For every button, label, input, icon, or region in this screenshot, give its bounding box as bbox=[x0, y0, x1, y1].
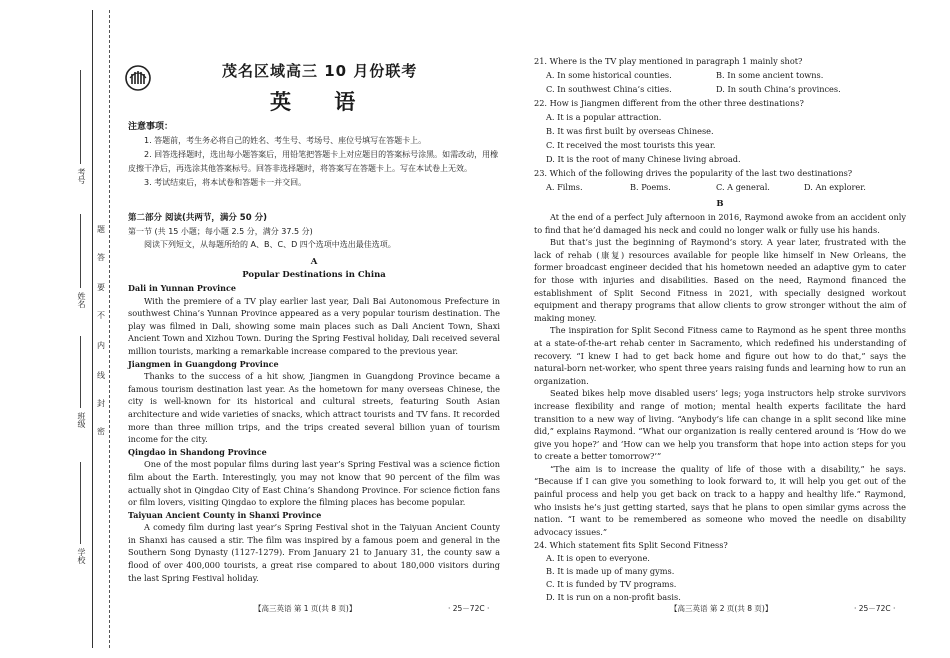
school-field[interactable] bbox=[80, 462, 81, 544]
seal-char: 线 bbox=[97, 371, 105, 380]
section-heading: Qingdao in Shandong Province bbox=[128, 446, 267, 457]
name-label: 姓名 bbox=[77, 292, 86, 308]
notice-item: 3. 考试结束后，将本试卷和答题卡一并交回。 bbox=[144, 178, 307, 187]
passage-paragraph: But that’s just the beginning of Raymond’s story. A year later, frustrated with the lack of rehab (康复) resources available for people like himself in New Orleans, the former broadcast engineer decided that his hometown needed an adaptive gym to cater for those with injuries and disabilities. Based on the need, Raymond financed the establishment of Split Second Fitness in 2021, with specially designed workout equipment and therapy programs that allow clients to grow stronger without the aim of making money. bbox=[534, 237, 906, 323]
exam-no-label: 考号 bbox=[77, 168, 86, 184]
page-code: · 25－72C · bbox=[854, 604, 896, 613]
page-footer: 【高三英语 第 2 页(共 8 页)】 bbox=[670, 604, 773, 613]
question-stem: 21. Where is the TV play mentioned in paragraph 1 mainly shot? bbox=[534, 56, 803, 66]
page-code: · 25－72C · bbox=[448, 604, 490, 613]
option-row bbox=[534, 180, 906, 194]
seal-char: 要 bbox=[97, 283, 105, 292]
section-heading: Taiyuan Ancient County in Shanxi Province bbox=[128, 509, 322, 520]
question-stem: 22. How is Jiangmen different from the other three destinations? bbox=[534, 98, 804, 108]
question-stem: 23. Which of the following drives the popularity of the last two destinations? bbox=[534, 168, 853, 178]
part-two-header bbox=[128, 212, 500, 251]
margin-divider-line bbox=[92, 10, 93, 648]
section-text: One of the most popular films during last year’s Spring Festival was a science fiction film about the Earth. Interestingly, you may not know that 90 percent of the film was actually shot in Qingdao City of East China’s Shandong Province. For science fiction fans or film lovers, visiting Qingdao to explore the filming places has become popular. bbox=[128, 459, 500, 508]
option[interactable]: D. An explorer. bbox=[804, 182, 866, 192]
option[interactable]: A. It is a popular attraction. bbox=[546, 112, 662, 122]
option[interactable]: C. In southwest China’s cities. bbox=[546, 84, 672, 94]
seal-char: 答 bbox=[97, 253, 105, 262]
passage-b bbox=[534, 198, 906, 604]
option-row bbox=[534, 68, 906, 82]
option[interactable]: C. A general. bbox=[716, 182, 770, 192]
section-heading: Jiangmen in Guangdong Province bbox=[128, 358, 279, 369]
seal-char: 封 bbox=[97, 399, 105, 408]
option[interactable]: C. It is funded by TV programs. bbox=[546, 579, 677, 590]
option[interactable]: D. It is the root of many Chinese living abroad. bbox=[546, 154, 741, 164]
page-2 bbox=[534, 0, 906, 658]
passage-a bbox=[128, 256, 500, 584]
seal-char: 密 bbox=[97, 427, 105, 436]
section-text: With the premiere of a TV play earlier last year, Dali Bai Autonomous Prefecture in southwest China’s Yunnan Province appeared as a very popular tourism destination. The play was filmed in Dali, showing some main places such as Dali Ancient Town, Shaxi Ancient Town and Xizhou Town. During the Spring Festival holiday, Dali received several million tourists, marking a remarkable increase compared to the previous year. bbox=[128, 295, 500, 356]
option[interactable]: B. It is made up of many gyms. bbox=[546, 566, 675, 577]
passage-paragraph: At the end of a perfect July afternoon in 2016, Raymond awoke from an accident only to find that he’d damaged his neck and could no longer walk or fully use his hands. bbox=[534, 212, 906, 235]
school-label: 学校 bbox=[77, 548, 86, 564]
notice-title: 注意事项： bbox=[128, 122, 174, 132]
notice-item: 1. 答题前，考生务必将自己的姓名、考生号、考场号、座位号填写在答题卡上。 bbox=[144, 136, 427, 145]
name-field[interactable] bbox=[80, 214, 81, 288]
seal-char: 不 bbox=[97, 311, 105, 320]
option[interactable]: B. In some ancient towns. bbox=[716, 70, 824, 80]
subject-title: 英 语 bbox=[270, 90, 374, 114]
seal-char: 题 bbox=[97, 225, 105, 234]
reading-instruction: 阅读下列短文，从每题所给的 A、B、C、D 四个选项中选出最佳选项。 bbox=[144, 240, 396, 249]
passage-title: Popular Destinations in China bbox=[242, 270, 386, 280]
option[interactable]: B. Poems. bbox=[630, 182, 671, 192]
section-text: Thanks to the success of a hit show, Jiangmen in Guangdong Province became a famous tourism destination last year. As the hometown for many overseas Chinese, the city is well-known for its historical and cultural streets, featuring South Asian architecture and wide varieties of snacks, which attract tourists and TV fans. It recorded more than three million trips, and the trips created several billion yuan of tourism income for the city. bbox=[128, 371, 500, 445]
part-two-title: 第二部分 阅读(共两节，满分 50 分) bbox=[128, 213, 267, 223]
option-row bbox=[534, 82, 906, 96]
notice-block bbox=[128, 120, 500, 190]
notice-item: 2. 回答选择题时，选出每小题答案后，用铅笔把答题卡上对应题目的答案标号涂黑。如需改动，用橡皮擦干净后，再选涂其他答案标号。回答非选择题时，将答案写在答题卡上。写在本试卷上无效。 bbox=[128, 150, 499, 173]
cut-line bbox=[109, 10, 110, 648]
section-text: A comedy film during last year’s Spring Festival shot in the Taiyuan Ancient County in Shanxi has caused a stir. The film was inspired by a famous poem and general in the Southern Song Dynasty (1127-1279). From January 21 to January 31, the county saw a flood of over 400,000 tourists, a great rise compared to about 180,000 visitors during the last Spring Festival holiday. bbox=[128, 522, 500, 583]
page-footer: 【高三英语 第 1 页(共 8 页)】 bbox=[254, 604, 357, 613]
page-1 bbox=[118, 0, 500, 658]
class-label: 班级 bbox=[77, 412, 86, 428]
exam-no-field[interactable] bbox=[80, 70, 81, 164]
questions-21-23 bbox=[534, 54, 906, 194]
passage-paragraph: Seated bikes help move disabled users’ legs; yoga instructors help stroke survivors increase flexibility and range of motion; mental health experts facilitate the hard transition to a new way of living. “Anybody’s life can change in a split second like mine did,” explains Raymond. “What our organization is really centered around is ‘How do we give you hope?’ and ‘How can we help you transform that hope into action steps for you to create a better tomorrow?’” bbox=[534, 388, 906, 462]
passage-paragraph: “The aim is to increase the quality of life of those with a disability,” he says. “Because if I can give you something to look forward to, it will help you get out of the painful process and help you get back on track to a happy and healthy life.” Raymond, who insists he’s just getting started, says that he plans to open similar gyms across the nation. “I want to be remembered as someone who moved the needle on disability advocacy issues.” bbox=[534, 463, 906, 537]
section-heading: Dali in Yunnan Province bbox=[128, 283, 236, 293]
passage-label: A bbox=[310, 257, 318, 267]
option[interactable]: C. It received the most tourists this year. bbox=[546, 140, 716, 150]
option[interactable]: A. It is open to everyone. bbox=[546, 553, 650, 564]
binding-margin bbox=[0, 0, 112, 658]
seal-char: 内 bbox=[97, 341, 105, 350]
option[interactable]: A. Films. bbox=[546, 182, 583, 192]
option[interactable]: B. It was first built by overseas Chinese. bbox=[546, 126, 714, 136]
exam-title: 茂名区域高三 10 月份联考 bbox=[222, 62, 418, 80]
passage-label: B bbox=[716, 199, 724, 209]
passage-paragraph: The inspiration for Split Second Fitness came to Raymond as he spent three months at a state-of-the-art rehab center in Sacramento, which redefined his understanding of recovery. “I knew I had to get back home and figure out how to do that,” says the natural-born net-worker, who spent three years raising funds and learning how to run an organization. bbox=[534, 325, 906, 386]
option[interactable]: A. In some historical counties. bbox=[546, 70, 672, 80]
option[interactable]: D. In south China’s provinces. bbox=[716, 84, 841, 94]
option[interactable]: D. It is run on a non-profit basis. bbox=[546, 592, 681, 603]
exam-logo-icon bbox=[124, 64, 152, 92]
class-field[interactable] bbox=[80, 336, 81, 408]
question-stem: 24. Which statement fits Split Second Fitness? bbox=[534, 540, 728, 551]
section-one-title: 第一节 (共 15 小题；每小题 2.5 分，满分 37.5 分) bbox=[128, 227, 313, 236]
